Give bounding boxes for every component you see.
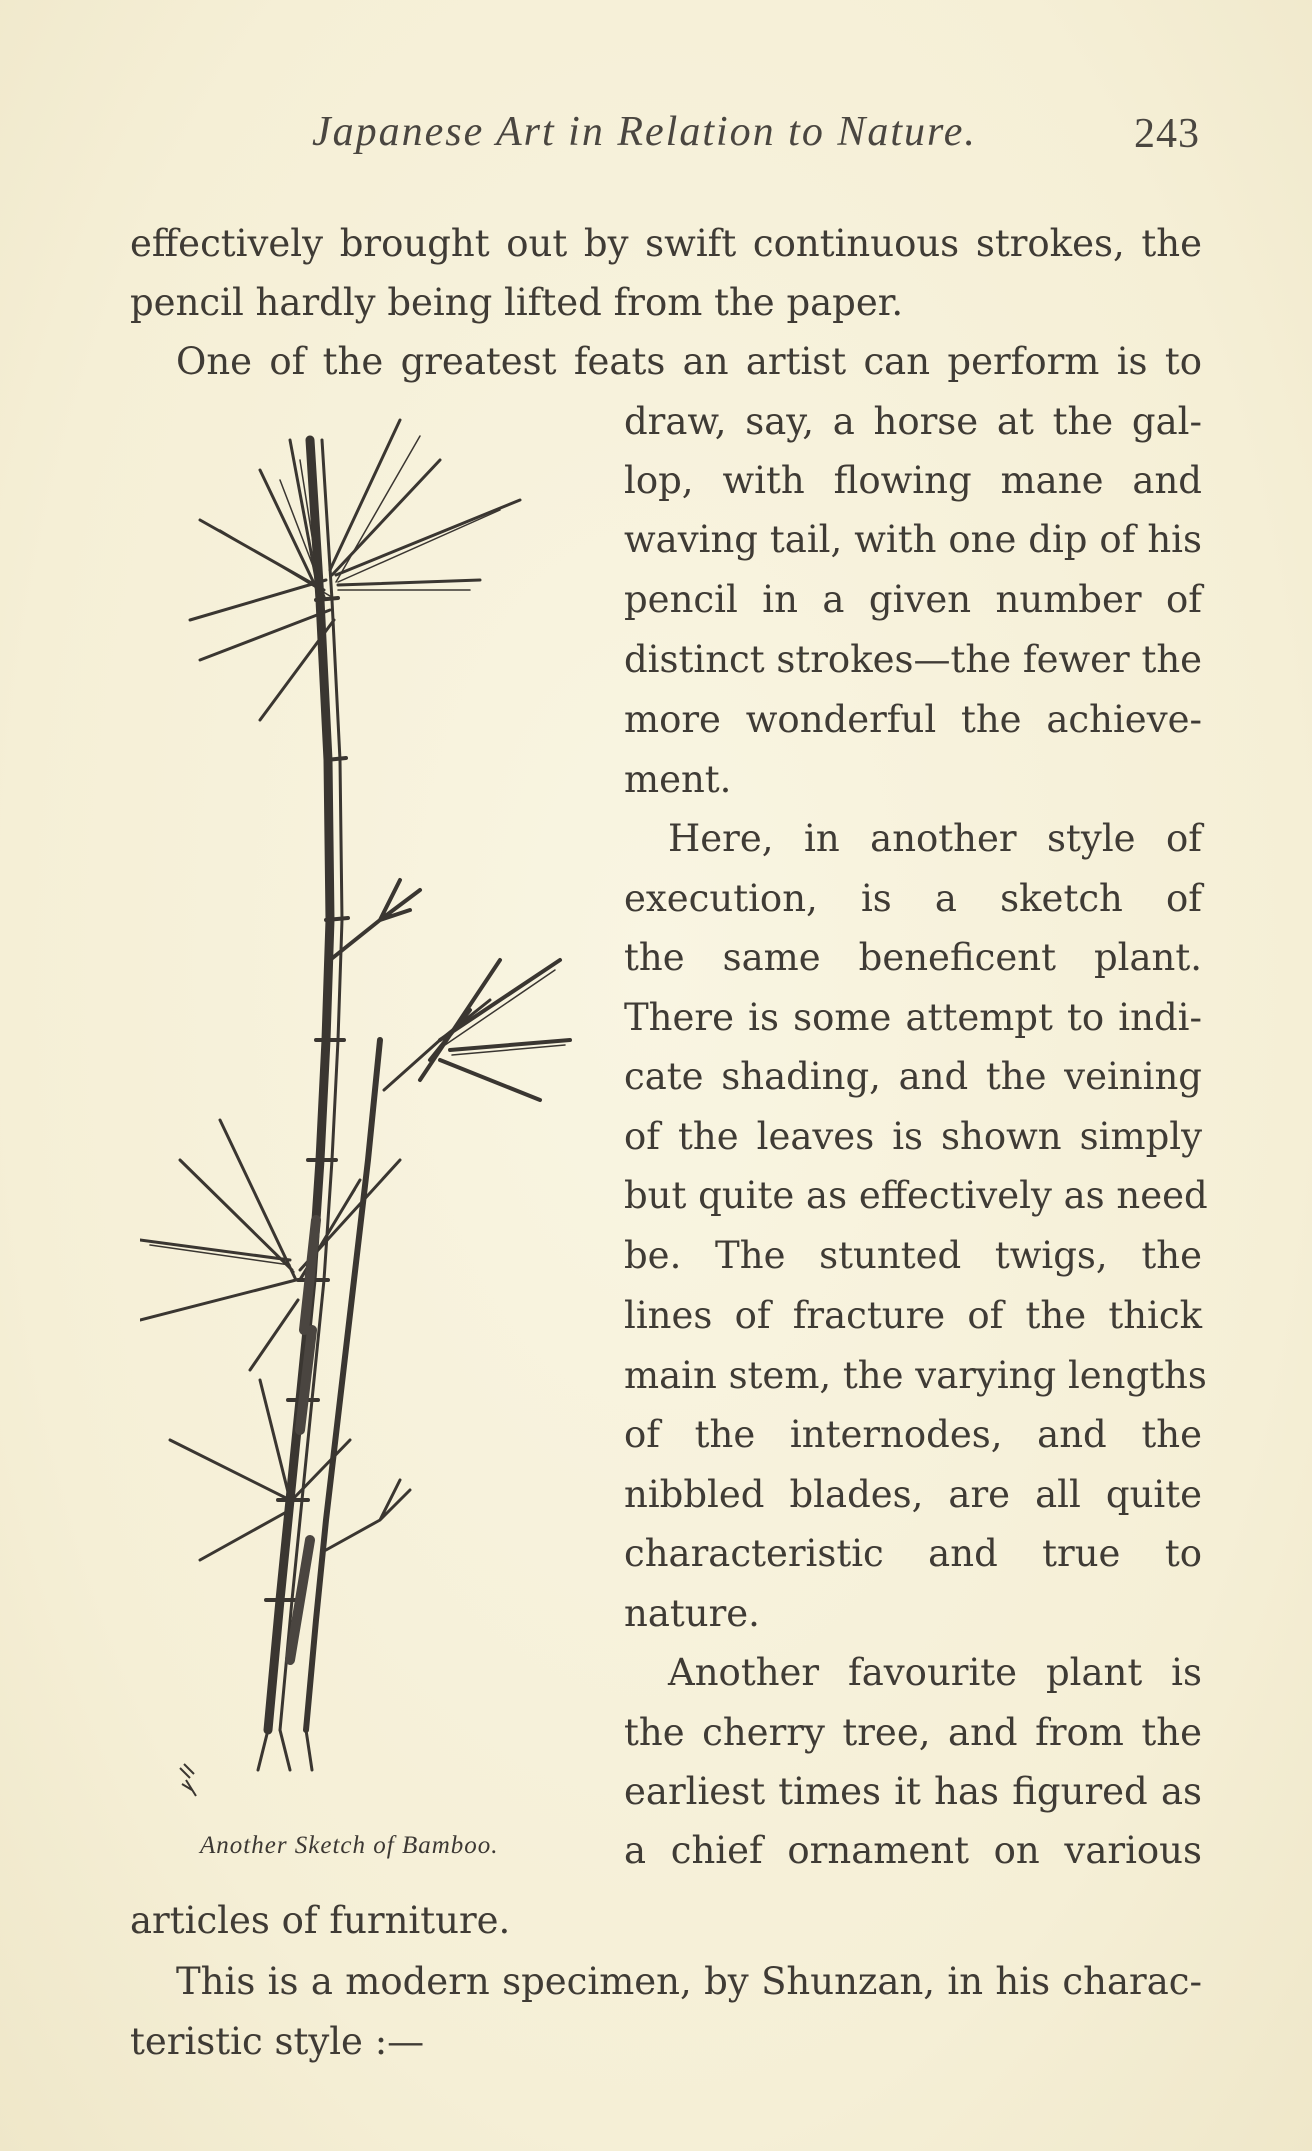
text-line: This is a modern specimen, by Shunzan, in his charac- (176, 1960, 1202, 2003)
text-line: but quite as effectively as need (624, 1174, 1208, 1217)
bamboo-sketch-illustration (140, 400, 620, 1820)
text-line: One of the greatest feats an artist can perform is to (176, 340, 1202, 383)
text-line: of the internodes, and the (624, 1413, 1202, 1456)
running-head (0, 108, 1312, 168)
text-line: Here, in another style of (668, 817, 1202, 860)
text-line: articles of furniture. (130, 1899, 511, 1942)
engraver-mark-icon (176, 1760, 206, 1800)
text-line: nibbled blades, are all quite (624, 1473, 1202, 1516)
text-line: the cherry tree, and from the (624, 1711, 1202, 1754)
text-line: lines of fracture of the thick (624, 1294, 1202, 1337)
text-line: lop, with flowing mane and (624, 459, 1202, 502)
text-line: cate shading, and the veining (624, 1055, 1202, 1098)
text-line: a chief ornament on various (624, 1829, 1202, 1872)
text-line: execution, is a sketch of (624, 877, 1202, 920)
text-line: distinct strokes—the fewer the (624, 638, 1203, 681)
text-line: nature. (624, 1592, 760, 1635)
text-line: pencil in a given number of (624, 578, 1202, 621)
running-title: Japanese Art in Relation to Nature. (312, 109, 977, 155)
text-line: earliest times it has figured as (624, 1770, 1202, 1813)
text-line: effectively brought out by swift continuous strokes, the (130, 222, 1202, 265)
text-line: of the leaves is shown simply (624, 1115, 1202, 1158)
text-line: be. The stunted twigs, the (624, 1234, 1202, 1277)
text-line: There is some attempt to indi- (624, 996, 1202, 1039)
text-line: characteristic and true to (624, 1532, 1202, 1575)
text-line: Another favourite plant is (668, 1651, 1202, 1694)
text-line: waving tail, with one dip of his (624, 518, 1202, 561)
page-number: 243 (1134, 111, 1200, 157)
text-line: draw, say, a horse at the gal- (624, 400, 1202, 443)
text-line: more wonderful the achieve- (624, 698, 1202, 741)
text-line: teristic style :— (130, 2020, 425, 2063)
text-line: ment. (624, 758, 732, 801)
text-line: the same beneficent plant. (624, 936, 1202, 979)
text-line: main stem, the varying lengths (624, 1354, 1207, 1397)
text-line: pencil hardly being lifted from the paper. (130, 281, 904, 324)
figure-caption: Another Sketch of Bamboo. (200, 1832, 499, 1859)
